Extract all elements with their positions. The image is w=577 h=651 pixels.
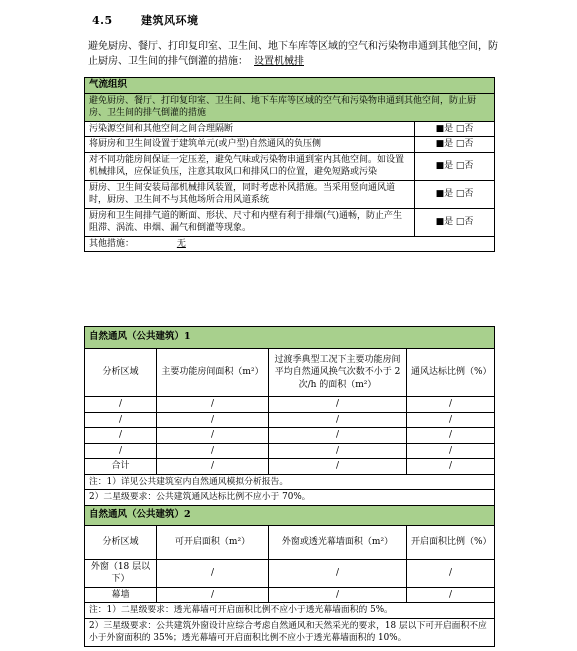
section-number: 4.5	[92, 14, 113, 27]
table-row	[85, 459, 495, 475]
airflow-table	[84, 77, 495, 252]
measure-text: 将厨房和卫生间设置于建筑单元(或户型)自然通风的负压侧	[85, 137, 415, 153]
yes-no-choice[interactable]: ■是 □否	[415, 121, 495, 137]
vent2-note-1: 注：1）二星级要求：透光幕墙可开启面积比例不应小于透光幕墙面积的 5%。	[85, 603, 495, 619]
yes-no-choice[interactable]: ■是 □否	[415, 137, 495, 153]
cell: 幕墙	[85, 587, 157, 603]
cell: /	[407, 412, 495, 428]
cell: /	[269, 443, 407, 459]
cell: /	[407, 587, 495, 603]
vent1-note-1: 注：1）详见公共建筑室内自然通风模拟分析报告。	[85, 474, 495, 490]
intro-text: 避免厨房、餐厅、打印复印室、卫生间、地下车库等区域的空气和污染物串通到其他空间，防止厨房、卫生间的排气倒灌的措施：	[88, 41, 498, 67]
cell: /	[157, 587, 269, 603]
intro-paragraph	[88, 39, 498, 69]
table-row	[85, 443, 495, 459]
table-row	[85, 428, 495, 444]
yes-no-choice[interactable]: ■是 □否	[415, 180, 495, 208]
intro-answer: 设置机械排	[254, 56, 304, 67]
cell: /	[157, 397, 269, 413]
table-row	[85, 180, 495, 208]
cell: /	[269, 412, 407, 428]
section-title: 建筑风环境	[140, 14, 199, 27]
vent2-note-2: 2）三星级要求：公共建筑外窗设计应综合考虑自然通风和天然采光的要求，18 层以下可开启面积不应小于外窗面积的 35%；透光幕墙可开启面积比例不应小于透光幕墙面积的 10%。	[85, 618, 495, 646]
cell: /	[269, 459, 407, 475]
airflow-header: 气流组织	[85, 78, 495, 94]
cell: /	[157, 459, 269, 475]
cell: 外窗（18 层以下）	[85, 559, 157, 587]
cell: /	[269, 397, 407, 413]
section-heading	[92, 12, 198, 28]
measure-text: 对不同功能房间保证一定压差，避免气味或污染物串通到室内其他空间。如设置机械排风，应保证负压，注意其取风口和排风口的位置，避免短路或污染	[85, 152, 415, 180]
other-measures	[85, 236, 495, 252]
cell: /	[269, 587, 407, 603]
column-header: 分析区域	[85, 525, 157, 559]
cell: /	[85, 428, 157, 444]
column-header: 主要功能房间面积（m²）	[157, 349, 269, 397]
vent1-header: 自然通风（公共建筑）1	[85, 327, 495, 349]
measure-text: 污染源空间和其他空间之间合理隔断	[85, 121, 415, 137]
table-row	[85, 397, 495, 413]
yes-no-choice[interactable]: ■是 □否	[415, 152, 495, 180]
column-header: 开启面积比例（%）	[407, 525, 495, 559]
table-row	[85, 587, 495, 603]
cell: /	[269, 559, 407, 587]
table-row	[85, 137, 495, 153]
column-header: 外窗或透光幕墙面积（m²）	[269, 525, 407, 559]
cell: /	[407, 443, 495, 459]
measure-text: 厨房、卫生间安装局部机械排风装置，同时考虑补风措施。当采用竖向通风道时，厨房、卫生间不与其他场所合用风道系统	[85, 180, 415, 208]
table-row	[85, 236, 495, 252]
column-header: 分析区域	[85, 349, 157, 397]
cell: /	[85, 397, 157, 413]
column-header: 通风达标比例（%）	[407, 349, 495, 397]
cell: /	[269, 428, 407, 444]
cell: /	[407, 559, 495, 587]
table-row	[85, 152, 495, 180]
column-header: 过渡季典型工况下主要功能房间平均自然通风换气次数不小于 2 次/h 的面积（m²）	[269, 349, 407, 397]
ventilation-table	[84, 326, 495, 647]
other-value: 无	[176, 238, 186, 249]
table-row	[85, 412, 495, 428]
vent2-header: 自然通风（公共建筑）2	[85, 505, 495, 525]
cell: /	[157, 428, 269, 444]
cell: /	[85, 412, 157, 428]
table-row	[85, 121, 495, 137]
cell: /	[407, 459, 495, 475]
cell: /	[407, 397, 495, 413]
cell: /	[157, 559, 269, 587]
cell: /	[85, 443, 157, 459]
vent1-note-2: 2）二星级要求：公共建筑通风达标比例不应小于 70%。	[85, 490, 495, 506]
table-row	[85, 208, 495, 236]
yes-no-choice[interactable]: ■是 □否	[415, 208, 495, 236]
cell: /	[157, 443, 269, 459]
measure-text: 厨房和卫生间排气道的断面、形状、尺寸和内壁有利于排烟(气)通畅，防止产生阻滞、涡流、串烟、漏气和倒灌等现象。	[85, 208, 415, 236]
cell: /	[157, 412, 269, 428]
table-row	[85, 559, 495, 587]
cell: /	[407, 428, 495, 444]
airflow-subheader: 避免厨房、餐厅、打印复印室、卫生间、地下车库等区域的空气和污染物串通到其他空间，防止厨房、卫生间的排气倒灌的措施	[85, 93, 495, 121]
column-header: 可开启面积（m²）	[157, 525, 269, 559]
cell: 合计	[85, 459, 157, 475]
other-label: 其他措施：	[89, 238, 135, 249]
